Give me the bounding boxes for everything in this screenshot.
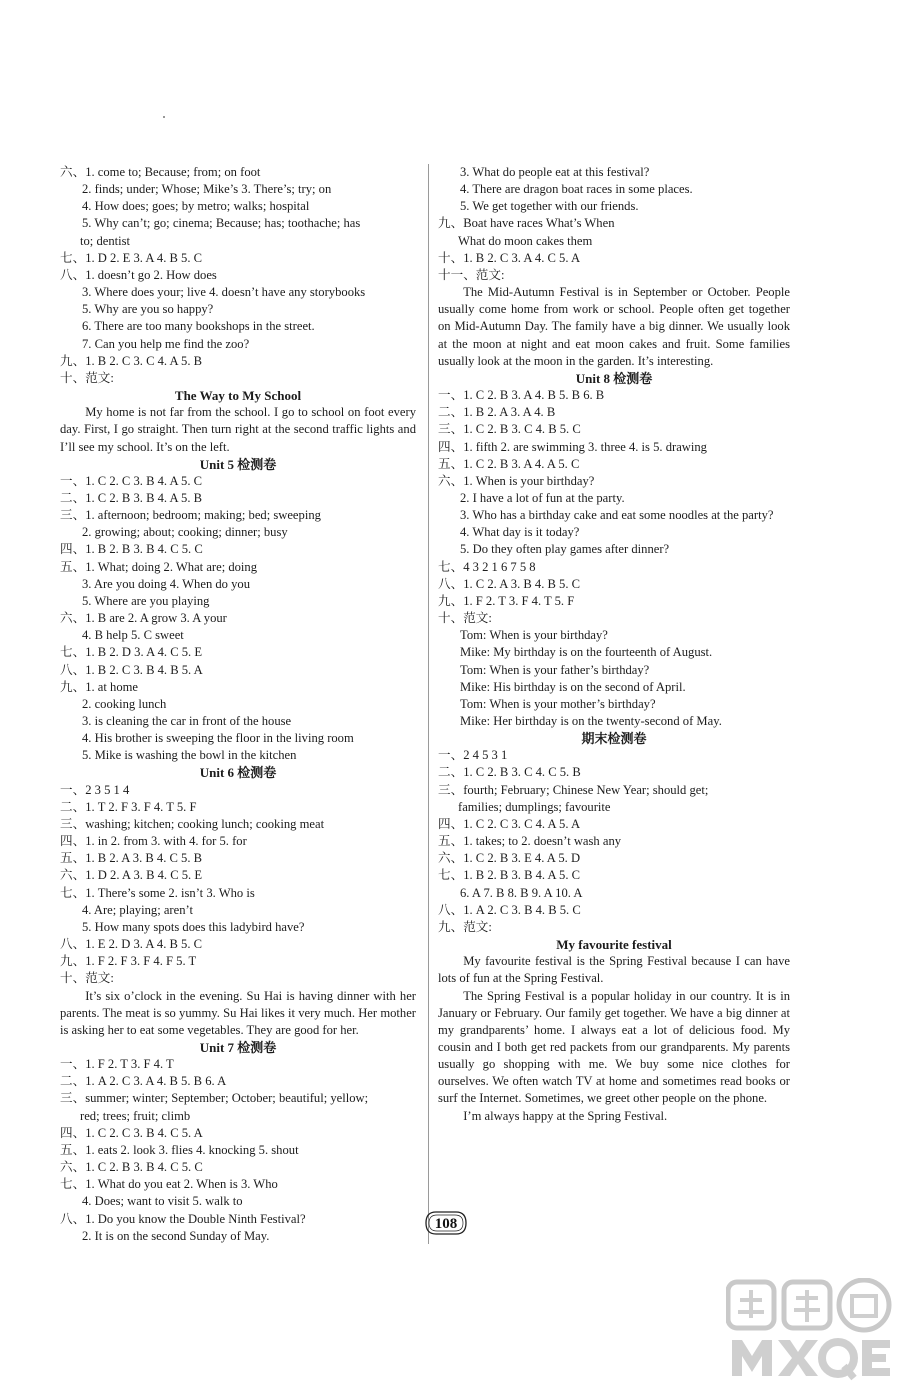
answer-line: 七、1. B 2. D 3. A 4. C 5. E <box>60 645 203 660</box>
section-title: Unit 5 检测卷 <box>199 456 277 472</box>
answer-line: 九、范文: <box>438 919 492 934</box>
answer-line: 5. We get together with our friends. <box>460 199 639 214</box>
answer-line: 八、1. E 2. D 3. A 4. B 5. C <box>60 937 203 952</box>
answer-line: to; dentist <box>80 233 131 248</box>
answer-line: 4. His brother is sweeping the floor in the living room <box>82 731 354 746</box>
watermark-logo <box>726 1278 894 1382</box>
answer-line: 三、summer; winter; September; October; beautiful; yellow; <box>60 1091 369 1106</box>
answer-line: 七、1. D 2. E 3. A 4. B 5. C <box>60 250 203 265</box>
column-divider <box>428 164 429 1244</box>
answer-line: Tom: When is your father’s birthday? <box>460 662 650 677</box>
answer-line: 八、1. Do you know the Double Ninth Festival? <box>60 1211 306 1226</box>
answer-line: families; dumplings; favourite <box>458 799 611 814</box>
answer-line: 3. What do people eat at this festival? <box>460 165 650 179</box>
answer-line: 九、1. F 2. F 3. F 4. F 5. T <box>60 954 197 969</box>
answer-line: 5. Do they often play games after dinner? <box>460 542 670 557</box>
section-title: 期末检测卷 <box>581 731 647 747</box>
answer-line: 六、1. When is your birthday? <box>438 473 595 488</box>
answer-line: 5. Why can’t; go; cinema; Because; has; toothache; has <box>82 216 361 231</box>
answer-line: 2. I have a lot of fun at the party. <box>460 490 625 505</box>
section-title: The Way to My School <box>174 388 302 404</box>
answer-line: 5. How many spots does this ladybird have? <box>82 919 305 934</box>
answer-line: 九、Boat have races What’s When <box>438 216 615 231</box>
answer-line: 五、1. takes; to 2. doesn’t wash any <box>438 834 622 849</box>
answer-line: 四、1. C 2. C 3. B 4. C 5. A <box>60 1125 203 1140</box>
answer-line: 十一、范文: <box>438 267 505 282</box>
answer-line: 八、1. C 2. A 3. B 4. B 5. C <box>438 576 581 591</box>
answer-line: 一、2 4 5 3 1 <box>438 748 508 763</box>
answer-line: 二、1. B 2. A 3. A 4. B <box>438 405 556 420</box>
answer-line: 九、1. B 2. C 3. C 4. A 5. B <box>60 353 203 368</box>
answer-line: 四、1. in 2. from 3. with 4. for 5. for <box>60 834 247 849</box>
answer-line: 4. There are dragon boat races in some places. <box>460 182 693 197</box>
answer-line: Mike: His birthday is on the second of April. <box>460 679 686 694</box>
answer-line: 一、1. C 2. B 3. A 4. B 5. B 6. B <box>438 388 605 403</box>
answer-column-right <box>438 164 790 1125</box>
answer-line: 一、1. F 2. T 3. F 4. T <box>60 1057 174 1072</box>
model-essay-paragraph: I’m always happy at the Spring Festival. <box>463 1108 668 1123</box>
answer-line: What do moon cakes them <box>458 233 593 248</box>
answer-line: 十、1. B 2. C 3. A 4. C 5. A <box>438 250 581 265</box>
model-essay-paragraph: My home is not far from the school. I go to school on foot every day. First, I go straight. Then turn right at the second traffic lights and I’ll see my school. It’s on the left. <box>60 405 416 454</box>
answer-line: Mike: My birthday is on the fourteenth of August. <box>460 645 713 660</box>
answer-line: 5. Where are you playing <box>82 593 210 608</box>
model-essay-paragraph: It’s six o’clock in the evening. Su Hai is having dinner with her parents. The meat is so yummy. Su Hai likes it very much. Her mother is asking her to eat some vegetables. They are good for her. <box>60 988 416 1037</box>
page-number: 108 <box>434 1216 458 1232</box>
answer-line: 三、fourth; February; Chinese New Year; should get; <box>438 782 709 797</box>
model-essay-paragraph: My favourite festival is the Spring Festival because I can have lots of fun at the Spring Festival. <box>438 954 790 986</box>
model-essay-paragraph: The Mid-Autumn Festival is in September or October. People usually come home from work or school. People often get together on Mid-Autumn Day. The family have a big dinner. We usually look at the moon at night and eat moon cakes and fruit. Some families usually look at the moon in the garden. It’s interesting. <box>438 285 790 368</box>
answer-line: 3. Where does your; live 4. doesn’t have any storybooks <box>82 285 366 300</box>
answer-line: 5. Why are you so happy? <box>82 302 214 317</box>
answer-line: Tom: When is your birthday? <box>460 628 608 643</box>
section-title: Unit 7 检测卷 <box>199 1039 277 1055</box>
answer-line: 4. How does; goes; by metro; walks; hospital <box>82 199 310 214</box>
answer-line: 八、1. doesn’t go 2. How does <box>60 267 217 282</box>
answer-line: 一、1. C 2. C 3. B 4. A 5. C <box>60 473 203 488</box>
answer-line: 五、1. eats 2. look 3. flies 4. knocking 5. shout <box>60 1142 299 1157</box>
answer-line: 三、1. C 2. B 3. C 4. B 5. C <box>438 422 581 437</box>
answer-line: 4. What day is it today? <box>460 525 580 540</box>
answer-line: 八、1. B 2. C 3. B 4. B 5. A <box>60 662 203 677</box>
answer-line: 六、1. C 2. B 3. B 4. C 5. C <box>60 1160 203 1175</box>
answer-line: 七、1. B 2. B 3. B 4. A 5. C <box>438 868 581 883</box>
answer-line: 二、1. C 2. B 3. B 4. A 5. B <box>60 490 203 505</box>
answer-line: Tom: When is your mother’s birthday? <box>460 696 656 711</box>
answer-line: 四、1. B 2. B 3. B 4. C 5. C <box>60 542 203 557</box>
answer-line: 3. Are you doing 4. When do you <box>82 576 251 591</box>
answer-line: 十、范文: <box>60 971 114 986</box>
answer-line: 七、4 3 2 1 6 7 5 8 <box>438 559 536 574</box>
answer-line: 五、1. B 2. A 3. B 4. C 5. B <box>60 851 203 866</box>
answer-line: 2. growing; about; cooking; dinner; busy <box>82 525 288 540</box>
section-title: Unit 6 检测卷 <box>199 765 277 781</box>
answer-line: 五、1. What; doing 2. What are; doing <box>60 559 258 574</box>
answer-line: 三、1. afternoon; bedroom; making; bed; sweeping <box>60 508 321 523</box>
answer-line: 四、1. C 2. C 3. C 4. A 5. A <box>438 816 581 831</box>
answer-line: 七、1. What do you eat 2. When is 3. Who <box>60 1177 278 1192</box>
answer-line: 4. B help 5. C sweet <box>82 628 184 643</box>
answer-line: red; trees; fruit; climb <box>80 1108 191 1123</box>
section-title: Unit 8 检测卷 <box>575 370 653 386</box>
answer-line: 六、1. D 2. A 3. B 4. C 5. E <box>60 868 203 883</box>
answer-line: 五、1. C 2. B 3. A 4. A 5. C <box>438 456 580 471</box>
answer-line: 2. It is on the second Sunday of May. <box>82 1228 270 1243</box>
answer-line: 5. Mike is washing the bowl in the kitchen <box>82 748 297 763</box>
answer-line: 六、1. come to; Because; from; on foot <box>60 165 261 179</box>
answer-line: 6. There are too many bookshops in the street. <box>82 319 315 334</box>
answer-line: 十、范文: <box>438 611 492 626</box>
answer-column-left <box>60 164 416 1245</box>
answer-line: 二、1. C 2. B 3. C 4. C 5. B <box>438 765 581 780</box>
page-number-badge <box>422 1209 470 1237</box>
answer-line: Mike: Her birthday is on the twenty-second of May. <box>460 714 722 728</box>
answer-line: 九、1. F 2. T 3. F 4. T 5. F <box>438 593 575 608</box>
answer-line: 7. Can you help me find the zoo? <box>82 336 250 351</box>
answer-line: 一、2 3 5 1 4 <box>60 782 130 797</box>
answer-line: 九、1. at home <box>60 679 138 694</box>
answer-line: 七、1. There’s some 2. isn’t 3. Who is <box>60 885 255 900</box>
answer-line: 4. Does; want to visit 5. walk to <box>82 1194 243 1209</box>
answer-line: 六、1. B are 2. A grow 3. A your <box>60 611 227 626</box>
answer-line: 2. cooking lunch <box>82 696 167 711</box>
answer-line: 二、1. T 2. F 3. F 4. T 5. F <box>60 799 197 814</box>
answer-line: 2. finds; under; Whose; Mike’s 3. There’s; try; on <box>82 182 332 197</box>
answer-line: 二、1. A 2. C 3. A 4. B 5. B 6. A <box>60 1074 227 1089</box>
stray-dot <box>163 116 165 118</box>
model-essay-paragraph: The Spring Festival is a popular holiday in our country. It is in January or February. Our family get together. We have a big dinner at my grandparents’ home. I always eat a lot of delicious food. My cousin and I both get red packets from our grandparents. My parents usually go shopping with me. We buy some nice clothes for ourselves. We often watch TV at home and sometimes read books or surf the Internet. Sometimes, we greet other people on the phone. <box>438 988 790 1106</box>
answer-line: 八、1. A 2. C 3. B 4. B 5. C <box>438 902 581 917</box>
answer-line: 十、范文: <box>60 370 114 385</box>
answer-line: 三、washing; kitchen; cooking lunch; cooking meat <box>60 816 325 831</box>
answer-line: 六、1. C 2. B 3. E 4. A 5. D <box>438 851 581 866</box>
section-title: My favourite festival <box>556 937 672 953</box>
answer-line: 4. Are; playing; aren’t <box>82 902 193 917</box>
answer-line: 四、1. fifth 2. are swimming 3. three 4. is 5. drawing <box>438 439 707 454</box>
answer-line: 3. Who has a birthday cake and eat some noodles at the party? <box>460 508 774 523</box>
answer-line: 3. is cleaning the car in front of the house <box>82 714 292 728</box>
answer-line: 6. A 7. B 8. B 9. A 10. A <box>460 885 583 900</box>
